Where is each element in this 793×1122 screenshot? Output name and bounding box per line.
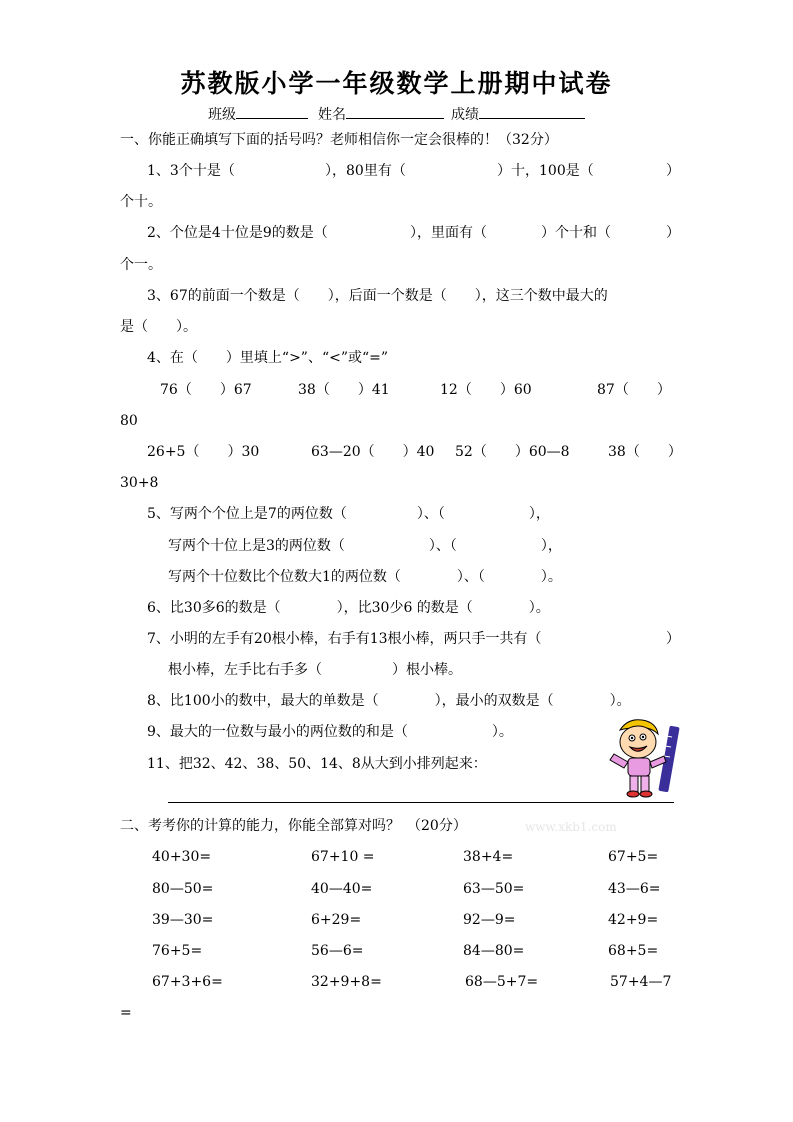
- q2-part-d: ）: [666, 225, 680, 241]
- q4-row2-item: 26+5（ ）30: [147, 444, 260, 460]
- score-blank[interactable]: [479, 104, 585, 119]
- q1-part-c: ）十，100是（: [497, 163, 594, 179]
- page-title: 苏教版小学一年级数学上册期中试卷: [180, 69, 613, 98]
- calc-item: 43—6=: [608, 881, 661, 897]
- q6-line: 6、比30多6的数是（ ），比30少6 的数是（ ）。: [147, 600, 550, 616]
- q4-row1-wrap: 80: [120, 413, 138, 429]
- q4-row1-item: 76（ ）67: [160, 382, 252, 398]
- q11-line: 11、把32、42、38、50、14、8从大到小排列起来：: [147, 756, 487, 772]
- calc-wrap: =: [120, 1005, 132, 1021]
- q2-part-a: 2、个位是4十位是9的数是（: [147, 225, 328, 241]
- calc-item: 32+9+8=: [311, 974, 382, 990]
- score-label: 成绩: [451, 107, 479, 123]
- q7-line2: 根小棒，左手比右手多（ ）根小棒。: [168, 662, 462, 678]
- calc-item: 56—6=: [311, 943, 364, 959]
- watermark: www.xkb1.com: [525, 820, 617, 834]
- calc-item: 68—5+7=: [465, 974, 539, 990]
- calc-item: 67+5=: [608, 849, 659, 865]
- calc-item: 76+5=: [152, 943, 203, 959]
- calc-item: 67+10 =: [311, 849, 375, 865]
- q2-part-c: ）个十和（: [541, 225, 611, 241]
- q4-row2-item: 38（ ）: [608, 444, 682, 460]
- name-blank[interactable]: [346, 104, 444, 119]
- calc-item: 57+4—7: [610, 974, 672, 990]
- calc-item: 80—50=: [152, 881, 214, 897]
- q7-line1: 7、小明的左手有20根小棒，右手有13根小棒，两只手一共有（: [147, 631, 542, 647]
- q1-part-a: 1、3个十是（: [147, 163, 235, 179]
- q4-line1: 4、在（ ）里填上“>”、“<”或“=”: [147, 350, 389, 366]
- q1-line2: 个十。: [120, 194, 162, 210]
- calc-item: 40—40=: [311, 881, 373, 897]
- q4-row1-item: 12（ ）60: [440, 382, 532, 398]
- calc-item: 39—30=: [152, 912, 214, 928]
- calc-item: 63—50=: [463, 881, 525, 897]
- q7-line1-close: ）: [666, 631, 680, 647]
- q11-answer-line[interactable]: [168, 802, 674, 803]
- q3-line2: 是（ ）。: [120, 319, 197, 335]
- calc-item: 40+30=: [152, 849, 212, 865]
- q5-line2: 写两个十位上是3的两位数（ ）、（ ），: [168, 538, 562, 554]
- q2-line2: 个一。: [120, 257, 162, 273]
- calc-item: 6+29=: [311, 912, 362, 928]
- name-field[interactable]: [318, 104, 444, 124]
- calc-item: 67+3+6=: [152, 974, 223, 990]
- q4-row2-item: 52（ ）60—8: [455, 444, 570, 460]
- class-label: 班级: [208, 107, 236, 123]
- q5-line3: 写两个十位数比个位数大1的两位数（ ）、（ ）。: [168, 569, 562, 585]
- q9-line: 9、最大的一位数与最小的两位数的和是（ ）。: [147, 724, 513, 740]
- calc-item: 38+4=: [463, 849, 514, 865]
- calc-item: 84—80=: [463, 943, 525, 959]
- calc-item: 42+9=: [608, 912, 659, 928]
- calc-item: 68+5=: [608, 943, 659, 959]
- q5-line1: 5、写两个个位上是7的两位数（ ）、（ ），: [147, 506, 550, 522]
- section2-heading: 二、考考你的计算的能力，你能全部算对吗？ （20分）: [120, 818, 467, 834]
- q1-part-d: ）: [666, 163, 680, 179]
- class-field[interactable]: [208, 104, 308, 124]
- name-label: 姓名: [318, 107, 346, 123]
- q8-line: 8、比100小的数中，最大的单数是（ ），最小的双数是（ ）。: [147, 693, 631, 709]
- section1-heading: 一、你能正确填写下面的括号吗？老师相信你一定会很棒的！（32分）: [120, 132, 558, 148]
- cartoon-child-with-ruler-image: [606, 716, 686, 798]
- calc-item: 92—9=: [463, 912, 516, 928]
- score-field[interactable]: [451, 104, 585, 124]
- q3-line1: 3、67的前面一个数是（ ），后面一个数是（ ），这三个数中最大的: [147, 288, 608, 304]
- q4-row2-item: 63—20（ ）40: [311, 444, 435, 460]
- q4-row1-item: 38（ ）41: [298, 382, 390, 398]
- q4-row1-item: 87（ ）: [597, 382, 671, 398]
- q1-part-b: ），80里有（: [325, 163, 406, 179]
- class-blank[interactable]: [236, 104, 308, 119]
- q2-part-b: ），里面有（: [410, 225, 487, 241]
- q4-row2-wrap: 30+8: [120, 475, 159, 491]
